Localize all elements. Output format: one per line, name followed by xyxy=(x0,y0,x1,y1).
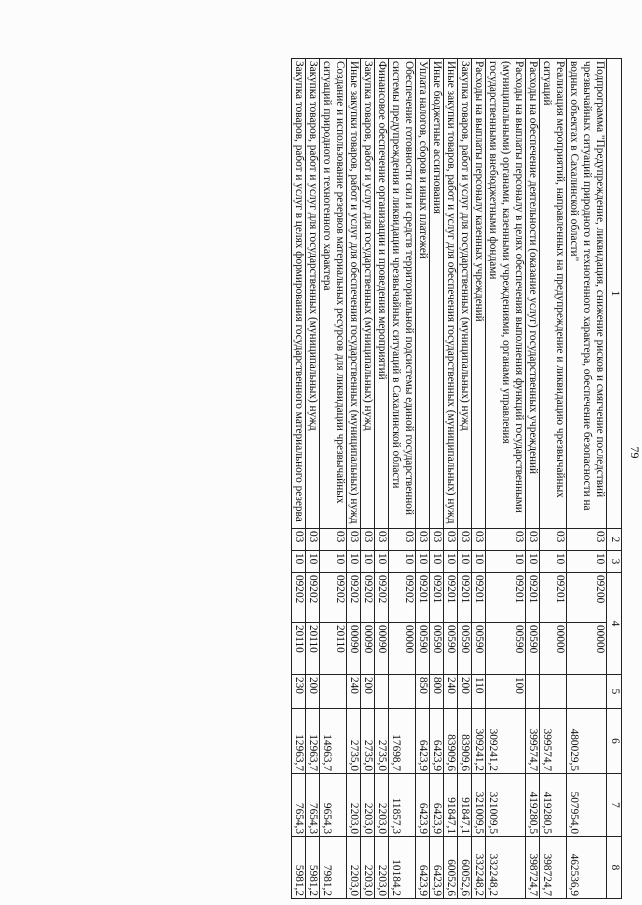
cell-amount-year2: 7654,3 xyxy=(292,774,306,837)
header-row xyxy=(607,59,622,899)
cell-program-code: 09201 xyxy=(458,573,472,623)
table-row xyxy=(458,59,472,899)
cell-expense-type xyxy=(320,675,347,709)
cell-amount-year1: 6423,9 xyxy=(416,709,430,774)
cell-amount-year2: 91847,1 xyxy=(458,774,472,837)
cell-amount-year3: 6423,9 xyxy=(416,837,430,899)
cell-amount-year3: 5981,2 xyxy=(292,837,306,899)
cell-program-code: 09202 xyxy=(306,573,320,623)
cell-amount-year3: 10184,2 xyxy=(389,837,416,899)
header-col-6: 6 xyxy=(607,709,622,774)
cell-amount-year3: 7981,2 xyxy=(320,837,347,899)
table-row xyxy=(389,59,416,899)
cell-section: 03 xyxy=(430,529,444,551)
cell-program-code: 09202 xyxy=(320,573,347,623)
table-body xyxy=(292,59,607,899)
cell-section: 03 xyxy=(389,529,416,551)
table-row xyxy=(486,59,526,899)
cell-expense-type: 110 xyxy=(472,675,486,709)
cell-program-code: 09201 xyxy=(416,573,430,623)
table-row xyxy=(540,59,567,899)
cell-target-code: 00590 xyxy=(444,623,458,675)
cell-section: 03 xyxy=(486,529,526,551)
cell-amount-year2: 6423,9 xyxy=(416,774,430,837)
cell-amount-year1: 12963,7 xyxy=(306,709,320,774)
cell-subsection: 10 xyxy=(444,551,458,573)
cell-expense-type: 230 xyxy=(292,675,306,709)
cell-amount-year2: 2203,0 xyxy=(361,774,375,837)
cell-program-code: 09201 xyxy=(472,573,486,623)
cell-program-code: 09202 xyxy=(375,573,389,623)
cell-target-code: 00590 xyxy=(486,623,526,675)
cell-program-code: 09200 xyxy=(567,573,607,623)
cell-section: 03 xyxy=(458,529,472,551)
cell-amount-year3: 332248,2 xyxy=(472,837,486,899)
table-row xyxy=(375,59,389,899)
cell-section: 03 xyxy=(540,529,567,551)
cell-amount-year2: 2203,0 xyxy=(347,774,361,837)
cell-subsection: 10 xyxy=(526,551,540,573)
cell-section: 03 xyxy=(320,529,347,551)
table-row xyxy=(347,59,361,899)
cell-name: Финансовое обеспечение организации и проведения мероприятий xyxy=(375,59,389,529)
cell-target-code: 00590 xyxy=(526,623,540,675)
cell-section: 03 xyxy=(306,529,320,551)
cell-target-code: 00000 xyxy=(540,623,567,675)
cell-target-code: 00090 xyxy=(361,623,375,675)
table-row xyxy=(444,59,458,899)
cell-amount-year1: 480029,5 xyxy=(567,709,607,774)
cell-amount-year2: 7654,3 xyxy=(306,774,320,837)
cell-subsection: 10 xyxy=(430,551,444,573)
cell-amount-year2: 419280,5 xyxy=(526,774,540,837)
cell-expense-type xyxy=(540,675,567,709)
header-col-2: 2 xyxy=(607,529,622,551)
cell-program-code: 09201 xyxy=(430,573,444,623)
cell-amount-year3: 60052,6 xyxy=(444,837,458,899)
cell-program-code: 09202 xyxy=(347,573,361,623)
cell-program-code: 09202 xyxy=(292,573,306,623)
cell-subsection: 10 xyxy=(458,551,472,573)
cell-name: Закупка товаров, работ и услуг для государственных (муниципальных) нужд xyxy=(361,59,375,529)
cell-amount-year2: 11857,3 xyxy=(389,774,416,837)
cell-section: 03 xyxy=(567,529,607,551)
cell-amount-year1: 2735,0 xyxy=(347,709,361,774)
table-row xyxy=(526,59,540,899)
cell-target-code: 20110 xyxy=(292,623,306,675)
header-col-5: 5 xyxy=(607,675,622,709)
cell-amount-year3: 332248,2 xyxy=(486,837,526,899)
cell-amount-year3: 398724,7 xyxy=(540,837,567,899)
cell-section: 03 xyxy=(375,529,389,551)
cell-amount-year1: 2735,0 xyxy=(361,709,375,774)
cell-amount-year3: 5981,2 xyxy=(306,837,320,899)
cell-name: Закупка товаров, работ и услуг для государственных (муниципальных) нужд xyxy=(458,59,472,529)
header-col-3: 3 xyxy=(607,551,622,573)
cell-section: 03 xyxy=(416,529,430,551)
cell-expense-type: 850 xyxy=(416,675,430,709)
cell-amount-year3: 2203,0 xyxy=(361,837,375,899)
cell-name: Реализация мероприятий, направленных на предупреждение и ликвидацию чрезвычайных ситуаций xyxy=(540,59,567,529)
cell-subsection: 10 xyxy=(292,551,306,573)
header-col-8: 8 xyxy=(607,837,622,899)
table-row xyxy=(430,59,444,899)
cell-expense-type: 240 xyxy=(347,675,361,709)
cell-amount-year1: 17698,7 xyxy=(389,709,416,774)
cell-subsection: 10 xyxy=(375,551,389,573)
header-col-4: 4 xyxy=(607,573,622,675)
cell-amount-year1: 83909,6 xyxy=(444,709,458,774)
cell-name: Закупка товаров, работ и услуг в целях формирования государственного материального резерва xyxy=(292,59,306,529)
cell-program-code: 09201 xyxy=(540,573,567,623)
cell-amount-year3: 462536,9 xyxy=(567,837,607,899)
cell-subsection: 10 xyxy=(416,551,430,573)
cell-name: Уплата налогов, сборов и иных платежей xyxy=(416,59,430,529)
cell-amount-year1: 12963,7 xyxy=(292,709,306,774)
cell-amount-year3: 2203,0 xyxy=(347,837,361,899)
cell-subsection: 10 xyxy=(306,551,320,573)
cell-expense-type: 200 xyxy=(458,675,472,709)
cell-name: Расходы на выплаты персоналу в целях обеспечения выполнения функций государственными (муниципальными) органами, казенными учреждениями, органами управления государственными внебюджетными фондами xyxy=(486,59,526,529)
cell-expense-type: 800 xyxy=(430,675,444,709)
cell-amount-year2: 321009,5 xyxy=(472,774,486,837)
cell-name: Создание и использование резервов материальных ресурсов для ликвидации чрезвычайных ситуаций природного и техногенного характера xyxy=(320,59,347,529)
cell-name: Иные бюджетные ассигнования xyxy=(430,59,444,529)
cell-amount-year2: 2203,0 xyxy=(375,774,389,837)
cell-expense-type xyxy=(389,675,416,709)
cell-target-code: 00090 xyxy=(347,623,361,675)
cell-subsection: 10 xyxy=(389,551,416,573)
cell-amount-year3: 398724,7 xyxy=(526,837,540,899)
cell-program-code: 09201 xyxy=(444,573,458,623)
cell-amount-year2: 507954,0 xyxy=(567,774,607,837)
cell-target-code: 20110 xyxy=(320,623,347,675)
cell-subsection: 10 xyxy=(472,551,486,573)
cell-target-code: 00590 xyxy=(416,623,430,675)
cell-amount-year1: 83909,6 xyxy=(458,709,472,774)
cell-target-code: 00000 xyxy=(389,623,416,675)
cell-amount-year1: 309241,2 xyxy=(472,709,486,774)
cell-amount-year1: 399574,7 xyxy=(526,709,540,774)
cell-program-code: 09201 xyxy=(486,573,526,623)
cell-name: Иные закупки товаров, работ и услуг для обеспечения государственных (муниципальных) нужд xyxy=(444,59,458,529)
cell-name: Расходы на обеспечение деятельности (оказание услуг) государственных учреждений xyxy=(526,59,540,529)
cell-expense-type xyxy=(375,675,389,709)
cell-target-code: 00000 xyxy=(567,623,607,675)
cell-expense-type: 200 xyxy=(361,675,375,709)
cell-section: 03 xyxy=(526,529,540,551)
cell-program-code: 09202 xyxy=(389,573,416,623)
cell-amount-year2: 91847,1 xyxy=(444,774,458,837)
cell-amount-year1: 14963,7 xyxy=(320,709,347,774)
table-row xyxy=(416,59,430,899)
cell-amount-year2: 419280,5 xyxy=(540,774,567,837)
cell-subsection: 10 xyxy=(347,551,361,573)
cell-subsection: 10 xyxy=(486,551,526,573)
cell-expense-type: 240 xyxy=(444,675,458,709)
cell-expense-type xyxy=(526,675,540,709)
cell-amount-year3: 6423,9 xyxy=(430,837,444,899)
cell-name: Расходы на выплаты персоналу казенных учреждений xyxy=(472,59,486,529)
cell-amount-year2: 9654,3 xyxy=(320,774,347,837)
cell-section: 03 xyxy=(472,529,486,551)
cell-target-code: 00090 xyxy=(375,623,389,675)
table-row xyxy=(306,59,320,899)
cell-name: Обеспечение готовности сил и средств территориальной подсистемы единой государственной системы предупреждения и ликвидации чрезвычайных ситуаций в Сахалинской области xyxy=(389,59,416,529)
cell-amount-year3: 2203,0 xyxy=(375,837,389,899)
cell-program-code: 09202 xyxy=(361,573,375,623)
table-row xyxy=(320,59,347,899)
cell-expense-type: 200 xyxy=(306,675,320,709)
cell-target-code: 20110 xyxy=(306,623,320,675)
cell-amount-year2: 6423,9 xyxy=(430,774,444,837)
table-row xyxy=(292,59,306,899)
cell-expense-type: 100 xyxy=(486,675,526,709)
cell-target-code: 00590 xyxy=(472,623,486,675)
cell-name: Закупка товаров, работ и услуг для государственных (муниципальных) нужд xyxy=(306,59,320,529)
header-col-7: 7 xyxy=(607,774,622,837)
table-row xyxy=(361,59,375,899)
cell-subsection: 10 xyxy=(567,551,607,573)
cell-section: 03 xyxy=(361,529,375,551)
cell-name: Иные закупки товаров, работ и услуг для обеспечения государственных (муниципальных) нужд xyxy=(347,59,361,529)
cell-amount-year1: 2735,0 xyxy=(375,709,389,774)
cell-target-code: 00590 xyxy=(458,623,472,675)
table-row xyxy=(567,59,607,899)
cell-amount-year1: 6423,9 xyxy=(430,709,444,774)
cell-section: 03 xyxy=(292,529,306,551)
cell-target-code: 00590 xyxy=(430,623,444,675)
cell-program-code: 09201 xyxy=(526,573,540,623)
cell-amount-year1: 309241,2 xyxy=(486,709,526,774)
header-col-1: 1 xyxy=(607,59,622,529)
cell-expense-type xyxy=(567,675,607,709)
cell-subsection: 10 xyxy=(320,551,347,573)
cell-section: 03 xyxy=(347,529,361,551)
budget-table xyxy=(291,58,622,899)
cell-subsection: 10 xyxy=(361,551,375,573)
table-row xyxy=(472,59,486,899)
cell-name: Подпрограмма "Предупреждение, ликвидация, снижение рисков и смягчение последствий чрезвычайных ситуаций природного и техногенного характера, обеспечение безопасности на водных объектах в Сахалинской области" xyxy=(567,59,607,529)
cell-amount-year3: 60052,6 xyxy=(458,837,472,899)
cell-subsection: 10 xyxy=(540,551,567,573)
page-number: 79 xyxy=(628,446,642,459)
cell-section: 03 xyxy=(444,529,458,551)
cell-amount-year1: 399574,7 xyxy=(540,709,567,774)
cell-amount-year2: 321009,5 xyxy=(486,774,526,837)
